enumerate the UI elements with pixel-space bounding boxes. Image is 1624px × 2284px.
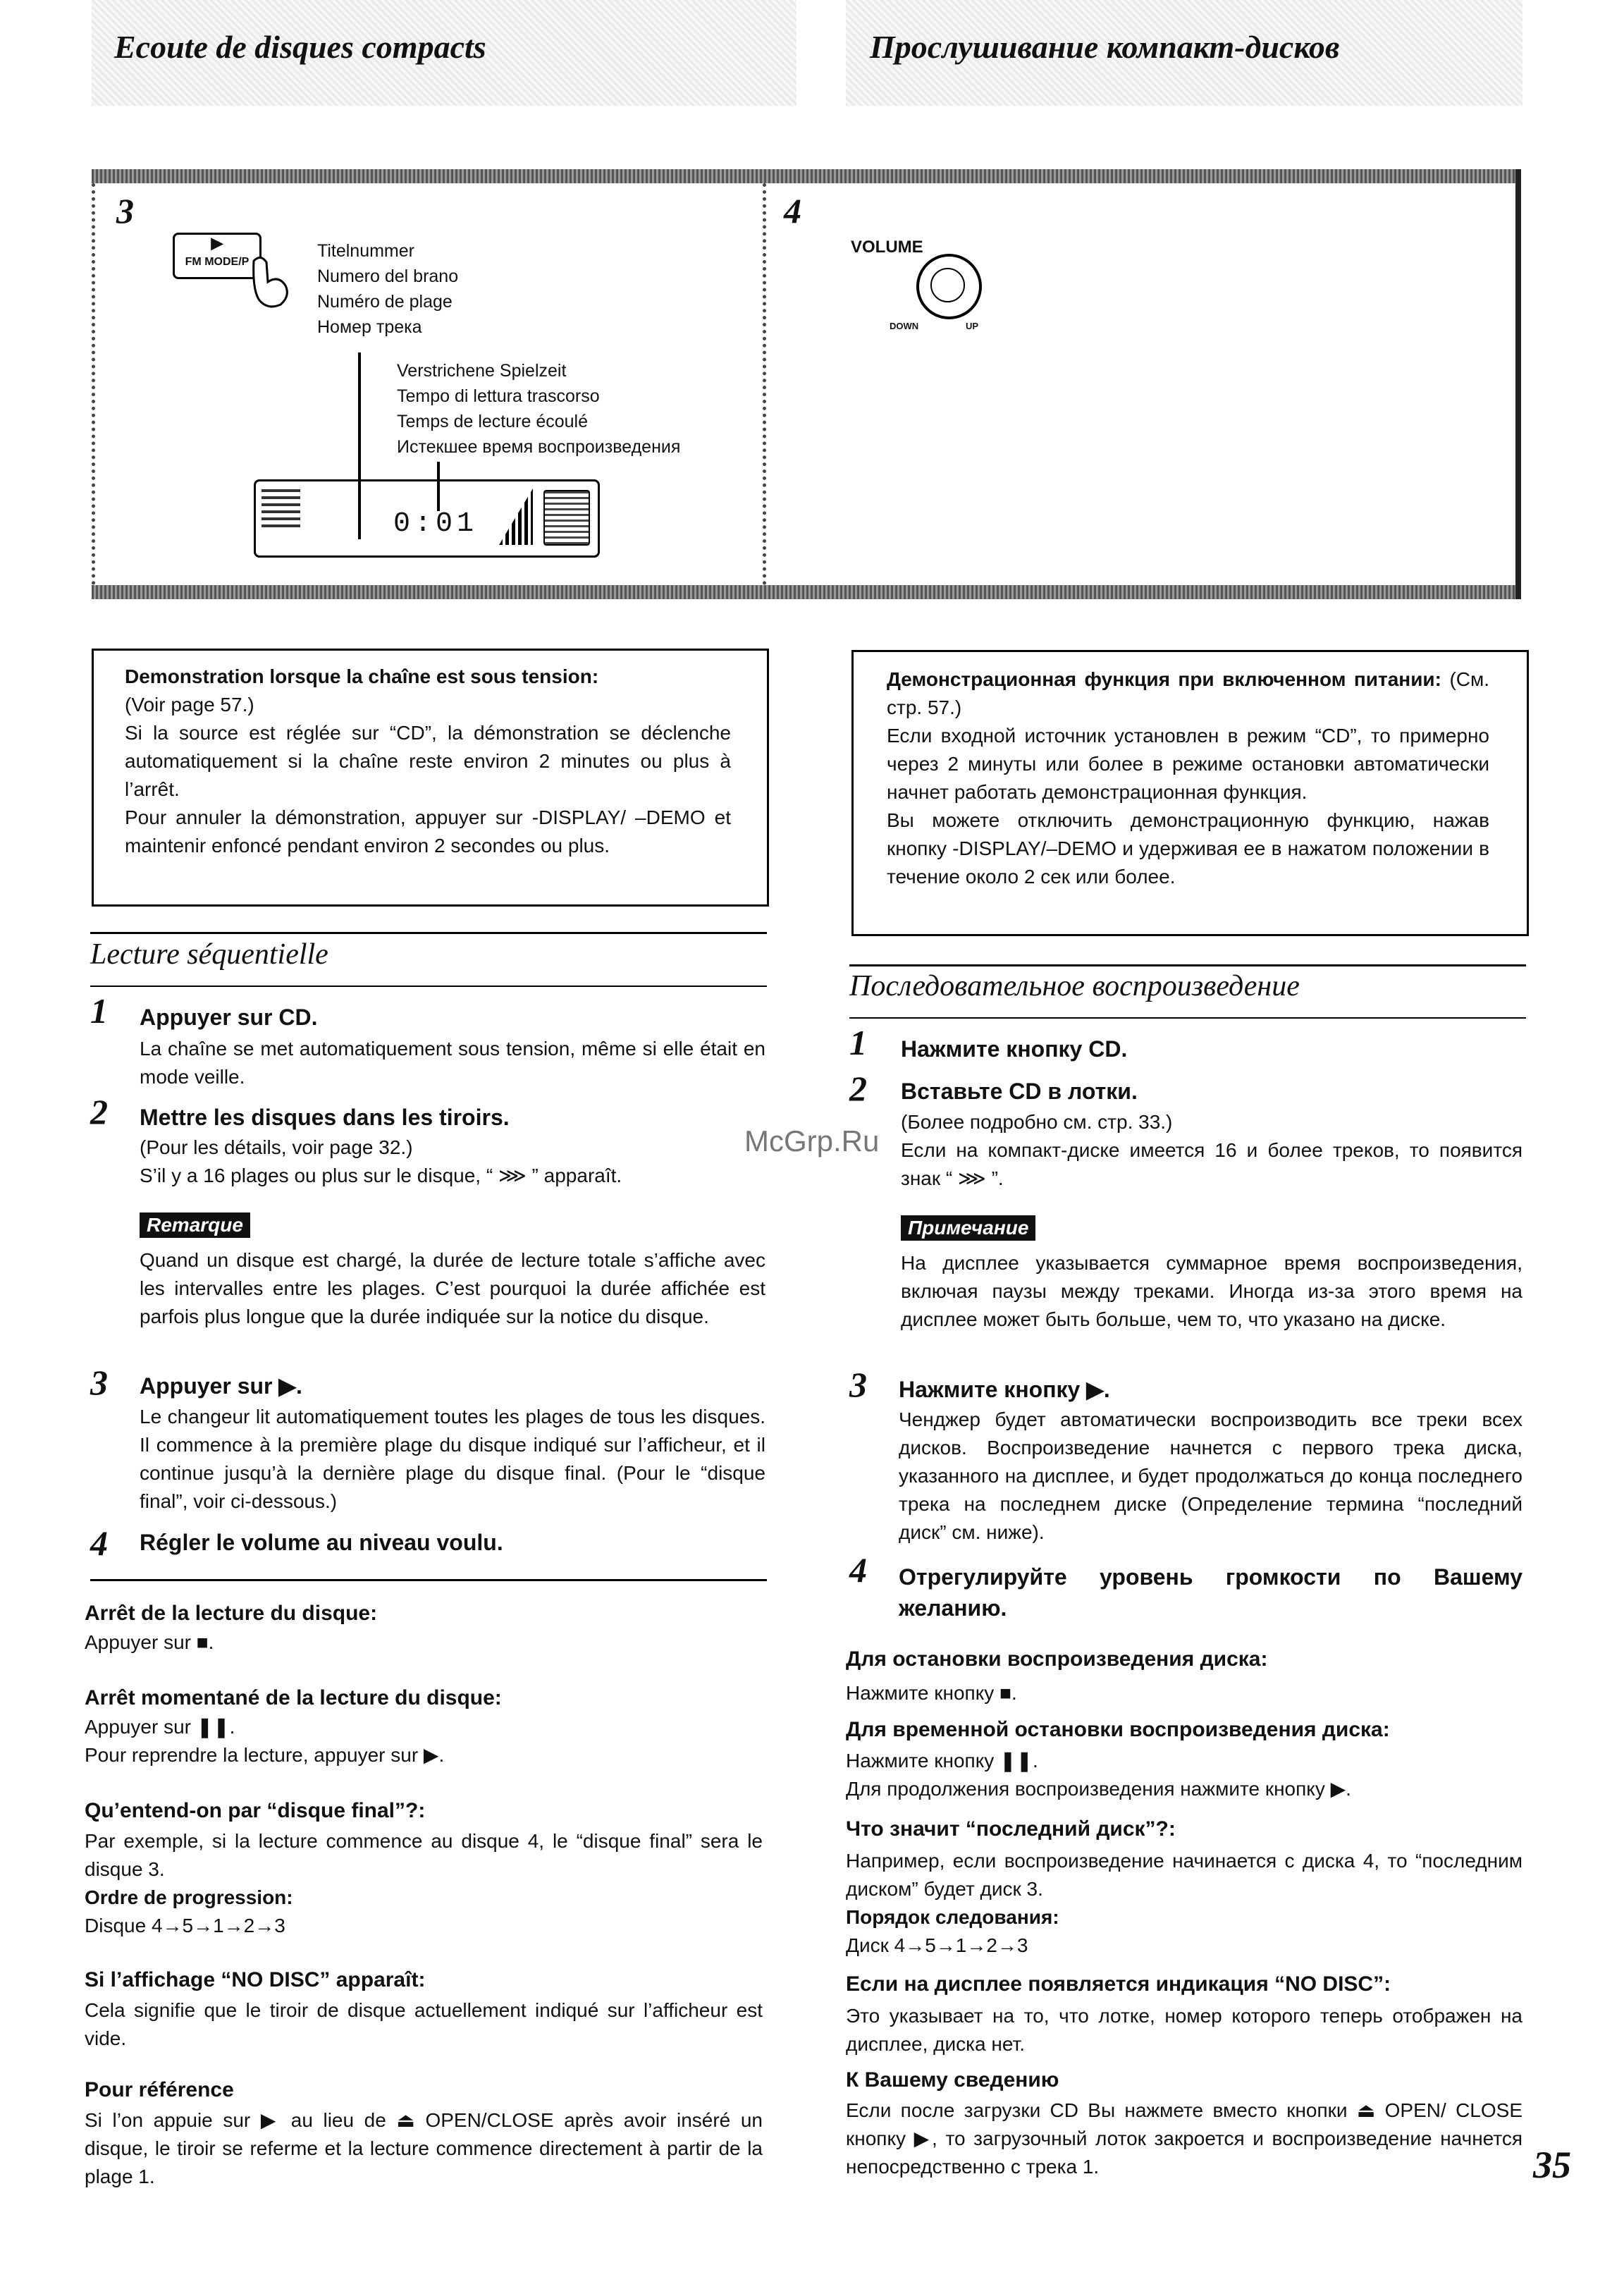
- fr-step-2-num: 2: [90, 1092, 108, 1131]
- mode-icons: [543, 490, 590, 546]
- ru-step-4-num: 4: [849, 1550, 867, 1590]
- ru-demo-text2: Вы можете отключить демонстрационную функцию, нажав кнопку -DISPLAY/–DEMO и удерживая ее в нажатом положении в течение около 2 сек или более.: [887, 809, 1489, 888]
- ru-demo-content: [887, 665, 1489, 891]
- ru-b3-body: Например, если воспроизведение начинается с диска 4, то “последним диском” будет диск 3.: [846, 1850, 1522, 1900]
- diagram-bottom-bar: [92, 585, 1519, 599]
- ru-b2-title: Для временной остановки воспроизведения диска:: [846, 1718, 1390, 1741]
- volume-label: VOLUME: [851, 238, 923, 257]
- fr-step-2-title: Mettre les disques dans les tiroirs.: [140, 1105, 510, 1130]
- ru-step-2-body: [901, 1108, 1522, 1193]
- ru-demo-title-main: Демонстрационная функция при включенном питании:: [887, 668, 1441, 690]
- fm-mode-label: FM MODE/P: [185, 256, 250, 268]
- fr-step-3-num: 3: [90, 1363, 108, 1402]
- fr-b5-title: Pour référence: [85, 2078, 234, 2101]
- ru-b1-body: Нажмите кнопку ■.: [846, 1682, 1017, 1704]
- diagram-step-4: 4: [784, 191, 801, 231]
- lcd-time: 0:01: [393, 508, 479, 540]
- ru-b3-sub: Порядок следования:: [846, 1906, 1059, 1928]
- fr-b2-body: [85, 1713, 444, 1769]
- ru-demo-text1: Если входной источник установлен в режим “CD”, то примерно через 2 минуты или более в режиме остановки автоматически начнет работать демонстрационная функция.: [887, 725, 1489, 803]
- fr-remark-body: Quand un disque est chargé, la durée de lecture totale s’affiche avec les intervalles entre les plages. C’est pourquoi la durée affichée est parfois plus longue que la durée indiquée sur la notice du disque.: [140, 1249, 765, 1327]
- ru-b3-seq: Диск 4→5→1→2→3: [846, 1934, 1028, 1956]
- fr-step-2-note: S’il y a 16 plages ou plus sur le disque, “ ⋙ ” apparaît.: [140, 1165, 622, 1186]
- ru-b5-title: К Вашему сведению: [846, 2068, 1059, 2092]
- level-meter: [499, 489, 533, 545]
- header-right-band: [846, 0, 1522, 106]
- fr-b2-line2: Pour reprendre la lecture, appuyer sur ▶.: [85, 1744, 445, 1766]
- disc-grid-icon: [262, 489, 300, 527]
- ru-step-2-ref: (Более подробно см. стр. 33.): [901, 1111, 1173, 1133]
- fr-b3-sub: Ordre de progression:: [85, 1886, 293, 1908]
- volume-up-label: UP: [966, 321, 979, 331]
- ru-step-1-title: Нажмите кнопку CD.: [901, 1036, 1128, 1062]
- diagram-step-3: 3: [116, 191, 134, 231]
- time-labels: [397, 358, 680, 460]
- fr-b2-line1: Appuyer sur ❚❚.: [85, 1716, 235, 1738]
- volume-down-label: DOWN: [890, 321, 919, 331]
- fr-section-title: Lecture séquentielle: [90, 938, 328, 971]
- lcd-display: [254, 479, 600, 558]
- ru-b2-line2: Для продолжения воспроизведения нажмите кнопку ▶.: [846, 1778, 1351, 1800]
- ru-demo-ref: (См. стр. 57.): [887, 668, 1490, 718]
- fr-step-2-ref: (Pour les détails, voir page 32.): [140, 1136, 413, 1158]
- diagram-right-border: [1515, 169, 1521, 599]
- ru-section-title: Последовательное воспроизведение: [849, 970, 1300, 1002]
- ru-step-2-note: Если на компакт-диске имеется 16 и более треков, то появится знак “ ⋙ ”.: [901, 1139, 1522, 1189]
- fr-step-4-num: 4: [90, 1523, 108, 1563]
- fr-demo-text1: Si la source est réglée sur “CD”, la démonstration se déclenche automatiquement si la chaîne reste environ 2 minutes ou plus à l’arrêt.: [125, 722, 731, 800]
- volume-knob-inner: [930, 268, 965, 302]
- watermark: McGrp.Ru: [744, 1124, 880, 1158]
- ru-demo-title: [887, 665, 1489, 722]
- page-title-ru: Прослушивание компакт-дисков: [870, 29, 1340, 65]
- fr-demo-title: Demonstration lorsque la chaîne est sous tension:: [125, 665, 599, 687]
- fr-b3-body: Par exemple, si la lecture commence au disque 4, le “disque final” sera le disque 3.: [85, 1830, 763, 1880]
- track-label-fr: Numéro de plage: [317, 292, 453, 312]
- ru-step-1-num: 1: [849, 1023, 867, 1062]
- ru-section-rule-bottom: [849, 1017, 1526, 1019]
- time-label-it: Tempo di lettura trascorso: [397, 386, 600, 406]
- ru-b4-body: Это указывает на то, что лотке, номер которого теперь отображен на дисплее, диска нет.: [846, 2005, 1522, 2055]
- fr-steps-end-rule: [90, 1579, 767, 1581]
- fr-step-1-num: 1: [90, 991, 108, 1031]
- ru-step-2-num: 2: [849, 1069, 867, 1108]
- diagram-mid-dots: [763, 183, 766, 585]
- fr-demo-content: [125, 663, 731, 860]
- fr-b1-title: Arrêt de la lecture du disque:: [85, 1602, 378, 1625]
- track-label-de: Titelnummer: [317, 241, 414, 261]
- track-label-it: Numero del brano: [317, 266, 459, 286]
- ru-step-2-title: Вставьте CD в лотки.: [901, 1079, 1138, 1104]
- ru-b4-title: Если на дисплее появляется индикация “NO DISC”:: [846, 1972, 1391, 1996]
- ru-b1-title: Для остановки воспроизведения диска:: [846, 1647, 1268, 1671]
- fr-step-3-body: Le changeur lit automatiquement toutes les plages de tous les disques. Il commence à la première plage du disque indiqué sur l’afficheur, et il continue jusqu’à la dernière plage du disque final. (Pour le “disque final”, voir ci-dessous.): [140, 1406, 765, 1512]
- fr-b3-title: Qu’entend-on par “disque final”?:: [85, 1799, 426, 1822]
- page-number: 35: [1533, 2144, 1571, 2186]
- fr-section-rule-bottom: [90, 986, 767, 987]
- fr-step-1-title: Appuyer sur CD.: [140, 1005, 318, 1030]
- fr-demo-ref: (Voir page 57.): [125, 694, 254, 716]
- page-title-fr: Ecoute de disques compacts: [114, 29, 486, 65]
- track-labels: [317, 238, 458, 340]
- fr-step-2-body: [140, 1134, 765, 1190]
- play-icon: ▶: [211, 234, 223, 252]
- track-label-ru: Номер трека: [317, 317, 422, 337]
- diagram-top-bar: [92, 169, 1519, 183]
- ru-remark-tag: Примечание: [901, 1215, 1035, 1241]
- ru-step-3-body: Ченджер будет автоматически воспроизводить все треки всех дисков. Воспроизведение начнется с первого трека диска, указанного на дисплее, и будет продолжаться до конца последнего трека на последнем диске (Определение термина “последний диск” см. ниже).: [899, 1408, 1522, 1543]
- ru-step-4-title: Отрегулируйте уровень громкости по Вашему желанию.: [899, 1564, 1522, 1621]
- ru-section-rule-top: [849, 964, 1526, 966]
- fr-section-rule-top: [90, 932, 767, 934]
- ru-b2-body: [846, 1747, 1351, 1803]
- ru-step-3-num: 3: [849, 1365, 867, 1404]
- ru-b2-line1: Нажмите кнопку ❚❚.: [846, 1750, 1038, 1772]
- time-label-de: Verstrichene Spielzeit: [397, 361, 567, 381]
- hand-press-icon: [247, 254, 296, 310]
- fr-step-3-title: Appuyer sur ▶.: [140, 1373, 302, 1399]
- ru-remark-body: На дисплее указывается суммарное время воспроизведения, включая паузы между треками. Иногда из-за этого время на дисплее может быть больше, чем то, что указано на диске.: [901, 1252, 1522, 1330]
- ru-b5-body: Если после загрузки CD Вы нажмете вместо кнопки ⏏ OPEN/ CLOSE кнопку ▶, то загрузочный лоток закроется и воспроизведение начнется непосредственно с трека 1.: [846, 2099, 1522, 2178]
- time-label-fr: Temps de lecture écoulé: [397, 412, 588, 431]
- ru-b3-title: Что значит “последний диск”?:: [846, 1817, 1176, 1841]
- fr-demo-text2: Pour annuler la démonstration, appuyer sur -DISPLAY/ –DEMO et maintenir enfoncé pendant environ 2 secondes ou plus.: [125, 806, 731, 856]
- header-left-band: [92, 0, 796, 106]
- fr-remark-tag: Remarque: [140, 1212, 250, 1238]
- fr-b4-title: Si l’affichage “NO DISC” apparaît:: [85, 1968, 426, 1991]
- fr-step-4-title: Régler le volume au niveau voulu.: [140, 1530, 503, 1555]
- fr-step-1-body: La chaîne se met automatiquement sous tension, même si elle était en mode veille.: [140, 1038, 765, 1088]
- fr-b5-body: Si l’on appuie sur ▶ au lieu de ⏏ OPEN/CLOSE après avoir inséré un disque, le tiroir se referme et la lecture commence directement à partir de la plage 1.: [85, 2109, 763, 2187]
- fr-b4-body: Cela signifie que le tiroir de disque actuellement indiqué sur l’afficheur est vide.: [85, 1999, 763, 2049]
- time-label-ru: Истекшее время воспроизведения: [397, 437, 681, 457]
- fr-b3-seq: Disque 4→5→1→2→3: [85, 1915, 285, 1936]
- diagram-left-dots: [92, 183, 95, 585]
- fr-b2-title: Arrêt momentané de la lecture du disque:: [85, 1686, 502, 1709]
- fr-b1-body: Appuyer sur ■.: [85, 1631, 214, 1653]
- ru-step-3-title: Нажмите кнопку ▶.: [899, 1377, 1110, 1402]
